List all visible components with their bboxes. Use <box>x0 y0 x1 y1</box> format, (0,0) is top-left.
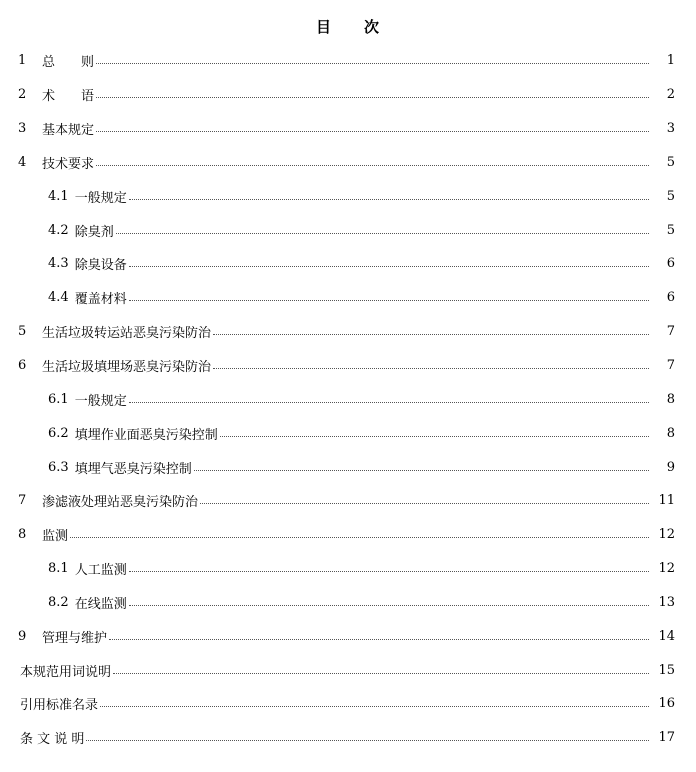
toc-entry-page-number: 13 <box>658 594 675 610</box>
toc-entry[interactable] <box>0 450 696 484</box>
toc-entry-label: 填埋作业面恶臭污染控制 <box>74 427 218 443</box>
dot-leader <box>129 571 649 572</box>
toc-entry[interactable] <box>0 382 696 416</box>
toc-entry-label: 在线监测 <box>74 596 127 612</box>
toc-entry-number: 3 <box>18 121 27 137</box>
toc-entry-label: 生活垃圾转运站恶臭污染防治 <box>42 326 212 342</box>
toc-entry-page-number: 6 <box>666 256 675 272</box>
toc-entry-label: 本规范用词说明 <box>20 664 112 680</box>
toc-entry[interactable] <box>0 112 696 146</box>
toc-entry-label: 总 则 <box>42 55 95 71</box>
toc-entry-page-number: 16 <box>658 696 675 712</box>
dot-leader <box>213 334 649 335</box>
toc-entry-page-number: 11 <box>658 493 675 509</box>
toc-entry-label: 覆盖材料 <box>74 292 127 308</box>
dot-leader <box>96 97 649 98</box>
dot-leader <box>129 266 649 267</box>
toc-entry-number: 4.1 <box>48 188 69 204</box>
toc-entry[interactable] <box>0 687 696 721</box>
dot-leader <box>96 63 649 64</box>
toc-entry-number: 8.1 <box>48 561 69 577</box>
dot-leader <box>96 165 649 166</box>
toc-entry-number: 2 <box>18 87 27 103</box>
dot-leader <box>129 605 649 606</box>
toc-entry[interactable] <box>0 179 696 213</box>
toc-entry-number: 4.2 <box>48 222 69 238</box>
toc-entry-number: 4.4 <box>48 290 69 306</box>
toc-entry-page-number: 12 <box>658 561 675 577</box>
dot-leader <box>200 503 649 504</box>
table-of-contents <box>0 44 696 755</box>
dot-leader <box>129 402 649 403</box>
toc-entry-page-number: 5 <box>666 188 675 204</box>
dot-leader <box>70 537 649 538</box>
toc-entry[interactable] <box>0 552 696 586</box>
toc-entry-page-number: 2 <box>666 87 675 103</box>
dot-leader <box>86 740 649 741</box>
dot-leader <box>100 706 649 707</box>
toc-entry-page-number: 17 <box>658 730 675 746</box>
toc-entry-label: 填埋气恶臭污染控制 <box>74 461 192 477</box>
toc-entry-number: 4.3 <box>48 256 69 272</box>
toc-entry-label: 术 语 <box>42 89 95 105</box>
toc-entry[interactable] <box>0 349 696 383</box>
toc-entry-number: 9 <box>18 628 27 644</box>
toc-entry-page-number: 9 <box>666 459 675 475</box>
toc-entry-label: 引用标准名录 <box>20 698 99 714</box>
toc-entry-label: 监测 <box>42 529 69 545</box>
toc-entry-label: 基本规定 <box>42 123 95 139</box>
toc-entry[interactable] <box>0 586 696 620</box>
toc-entry[interactable] <box>0 315 696 349</box>
dot-leader <box>113 673 649 674</box>
toc-entry-page-number: 6 <box>666 290 675 306</box>
toc-entry-number: 6.1 <box>48 391 69 407</box>
dot-leader <box>129 300 649 301</box>
toc-entry[interactable] <box>0 213 696 247</box>
toc-entry-label: 一般规定 <box>74 190 127 206</box>
toc-entry-number: 8 <box>18 527 27 543</box>
toc-entry-label: 管理与维护 <box>42 630 108 646</box>
toc-entry[interactable] <box>0 78 696 112</box>
toc-entry[interactable] <box>0 484 696 518</box>
toc-entry-number: 1 <box>18 53 27 69</box>
toc-entry[interactable] <box>0 281 696 315</box>
toc-entry-label: 技术要求 <box>42 156 95 172</box>
dot-leader <box>129 199 649 200</box>
toc-entry-page-number: 12 <box>658 527 675 543</box>
toc-entry-label: 除臭剂 <box>74 224 114 240</box>
toc-entry-page-number: 14 <box>658 628 675 644</box>
toc-entry[interactable] <box>0 146 696 180</box>
toc-entry-number: 7 <box>18 493 27 509</box>
dot-leader <box>213 368 649 369</box>
toc-entry-label: 一般规定 <box>74 393 127 409</box>
toc-entry[interactable] <box>0 721 696 755</box>
toc-entry-page-number: 15 <box>658 662 675 678</box>
toc-entry-page-number: 8 <box>666 391 675 407</box>
toc-entry-number: 4 <box>18 154 27 170</box>
toc-entry-label: 条 文 说 明 <box>20 732 85 748</box>
toc-entry-number: 6.3 <box>48 459 69 475</box>
toc-entry-number: 8.2 <box>48 594 69 610</box>
toc-entry-page-number: 8 <box>666 425 675 441</box>
toc-entry-label: 除臭设备 <box>74 258 127 274</box>
dot-leader <box>194 470 649 471</box>
toc-entry-page-number: 5 <box>666 154 675 170</box>
toc-entry[interactable] <box>0 518 696 552</box>
toc-entry[interactable] <box>0 247 696 281</box>
toc-entry-label: 生活垃圾填埋场恶臭污染防治 <box>42 360 212 376</box>
toc-entry[interactable] <box>0 619 696 653</box>
toc-entry[interactable] <box>0 44 696 78</box>
toc-entry-page-number: 7 <box>666 358 675 374</box>
dot-leader <box>220 436 649 437</box>
toc-entry-number: 6.2 <box>48 425 69 441</box>
toc-entry-number: 5 <box>18 324 27 340</box>
toc-entry-page-number: 3 <box>666 121 675 137</box>
dot-leader <box>116 233 649 234</box>
toc-entry-label: 人工监测 <box>74 563 127 579</box>
toc-entry[interactable] <box>0 653 696 687</box>
toc-entry-label: 渗滤液处理站恶臭污染防治 <box>42 495 199 511</box>
dot-leader <box>96 131 649 132</box>
toc-title: 目 次 <box>315 18 380 36</box>
toc-entry[interactable] <box>0 416 696 450</box>
toc-entry-page-number: 1 <box>666 53 675 69</box>
toc-entry-number: 6 <box>18 358 27 374</box>
dot-leader <box>109 639 649 640</box>
toc-entry-page-number: 7 <box>666 324 675 340</box>
toc-entry-page-number: 5 <box>666 222 675 238</box>
